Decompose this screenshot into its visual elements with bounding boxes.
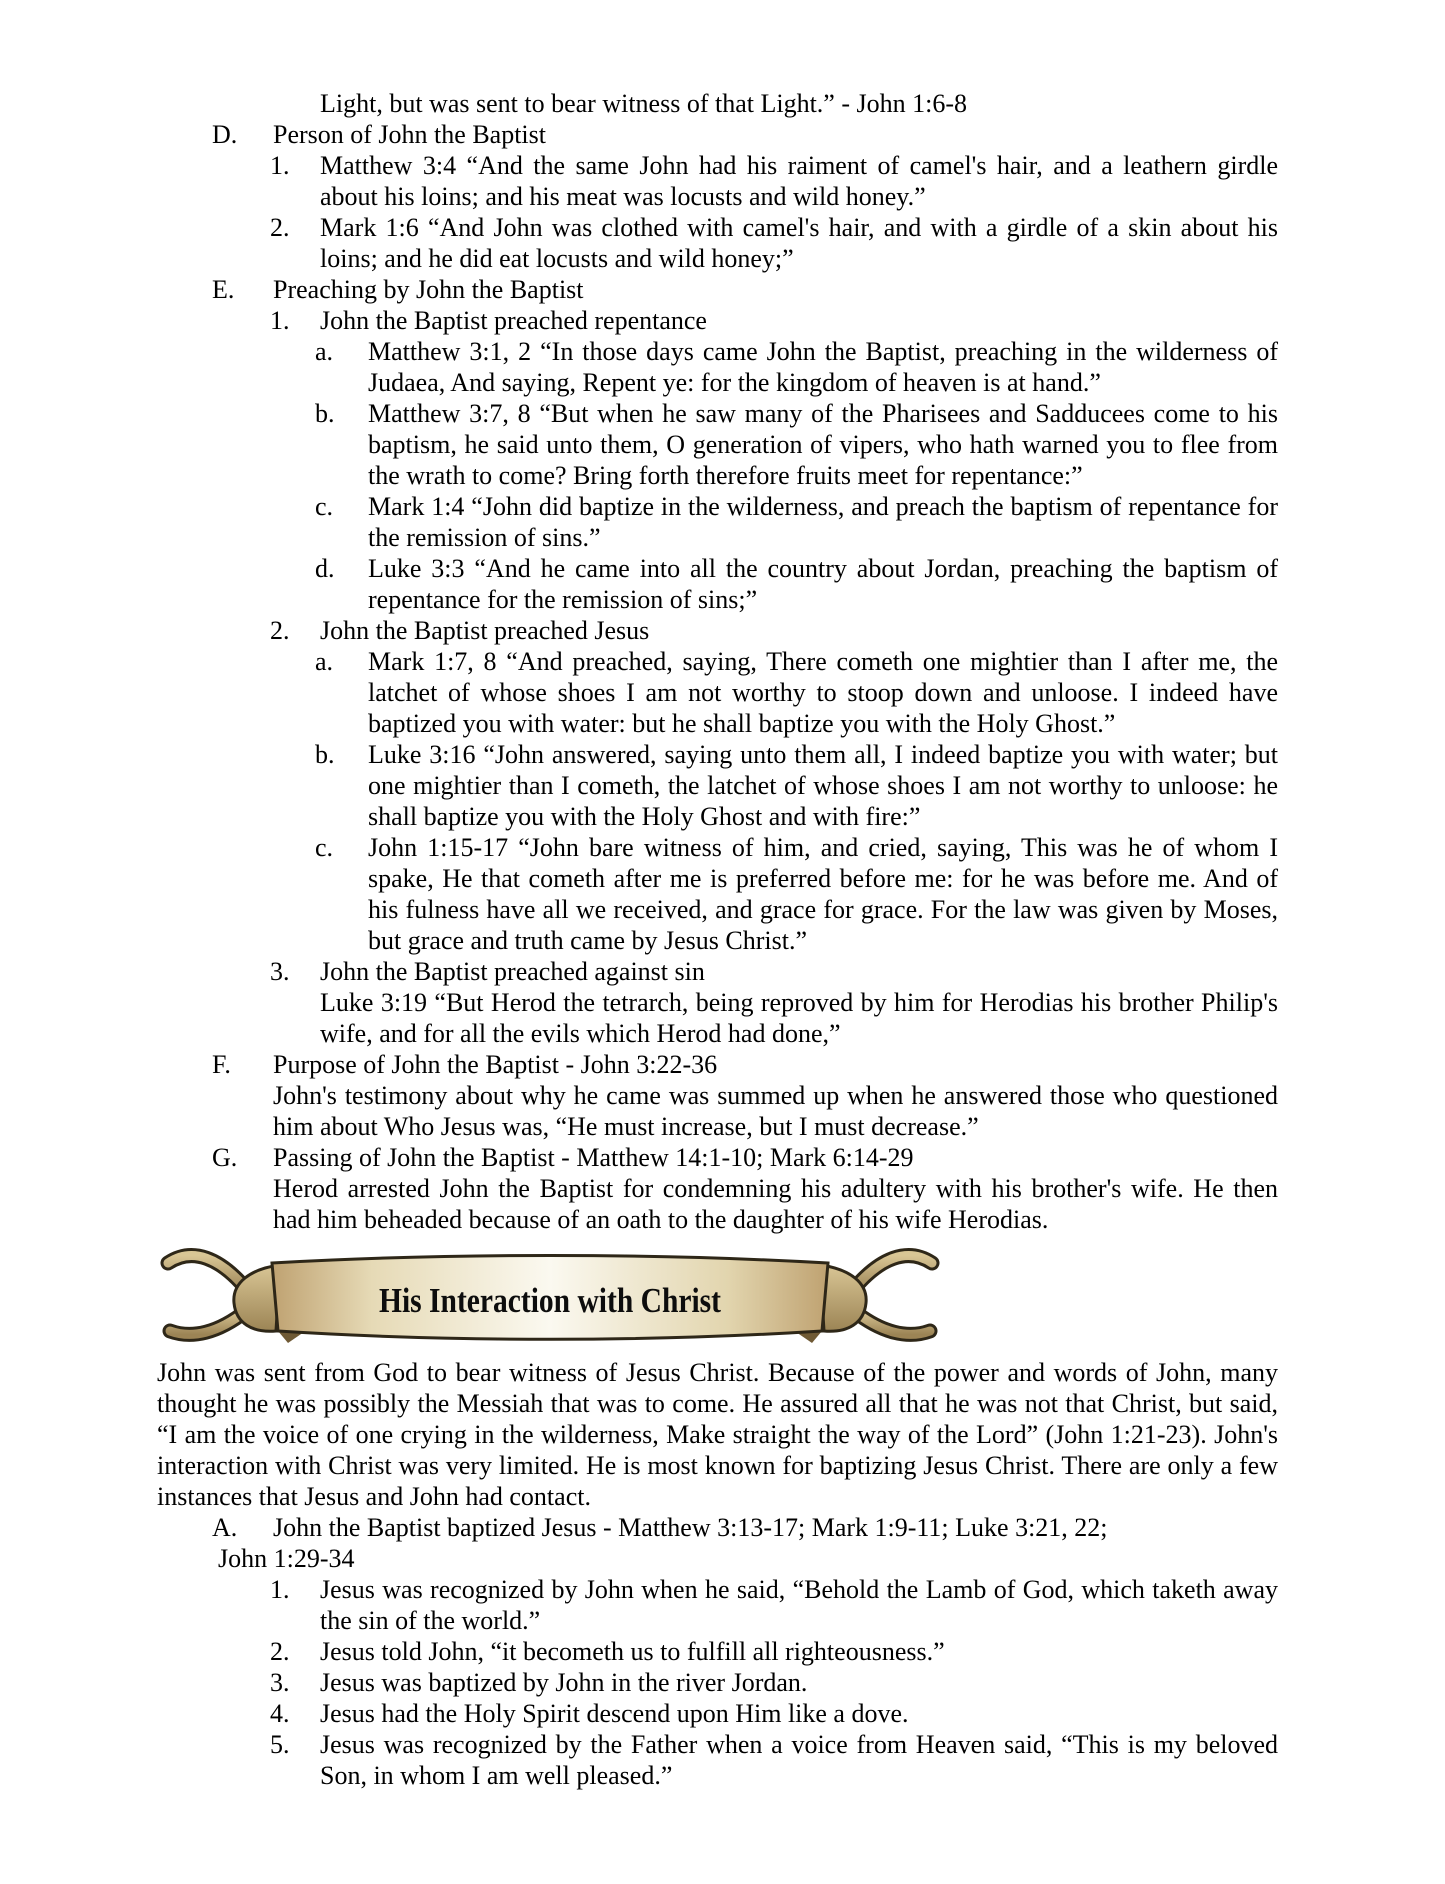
item-marker: b. xyxy=(315,399,335,428)
item-marker: 1. xyxy=(270,306,290,335)
item-marker: b. xyxy=(315,740,335,769)
item-marker: 4. xyxy=(270,1699,290,1728)
item-text: Mark 1:4 “John did baptize in the wilderness, and preach the baptism of repentance for the remission of sins.” xyxy=(368,492,1278,552)
item-marker: 5. xyxy=(270,1730,290,1759)
outline-item xyxy=(157,1574,1278,1636)
item-text: Mark 1:6 “And John was clothed with camel's hair, and with a girdle of a skin about his loins; and he did eat locusts and wild honey;” xyxy=(320,213,1278,273)
item-marker: 2. xyxy=(270,616,290,645)
item-marker: 1. xyxy=(270,151,290,180)
item-text: Preaching by John the Baptist xyxy=(273,275,584,304)
banner-title: His Interaction with Christ xyxy=(379,1281,722,1320)
outline-top xyxy=(157,88,1278,1235)
item-text: John the Baptist preached Jesus xyxy=(320,616,650,645)
outline-item xyxy=(157,1667,1278,1698)
outline-item xyxy=(157,1173,1278,1235)
outline-item xyxy=(157,305,1278,336)
outline-bottom xyxy=(157,1512,1278,1791)
outline-item xyxy=(157,274,1278,305)
outline-item xyxy=(157,987,1278,1049)
item-marker: E. xyxy=(212,275,235,304)
item-marker: 2. xyxy=(270,213,290,242)
item-text: Passing of John the Baptist - Matthew 14:1-10; Mark 6:14-29 xyxy=(273,1143,914,1172)
item-text-line2: John 1:29-34 xyxy=(218,1544,355,1573)
item-text: Matthew 3:7, 8 “But when he saw many of the Pharisees and Sadducees come to his baptism, he said unto them, O generation of vipers, who hath warned you to flee from the wrath to come? Bring forth therefore fruits meet for repentance:” xyxy=(368,399,1278,490)
item-marker: F. xyxy=(212,1050,231,1079)
item-text: Matthew 3:1, 2 “In those days came John the Baptist, preaching in the wilderness of Judaea, And saying, Repent ye: for the kingdom of heaven is at hand.” xyxy=(368,337,1278,397)
outline-item xyxy=(157,956,1278,987)
outline-item xyxy=(157,336,1278,398)
outline-item xyxy=(157,1698,1278,1729)
outline-item xyxy=(157,491,1278,553)
item-marker: 3. xyxy=(270,957,290,986)
item-marker: D. xyxy=(212,120,238,149)
outline-item xyxy=(157,646,1278,739)
outline-item xyxy=(157,1080,1278,1142)
item-marker: a. xyxy=(315,337,334,366)
item-text: John the Baptist preached repentance xyxy=(320,306,707,335)
item-text: Person of John the Baptist xyxy=(273,120,546,149)
item-marker: c. xyxy=(315,492,334,521)
item-text: Luke 3:16 “John answered, saying unto them all, I indeed baptize you with water; but one mightier than I cometh, the latchet of whose shoes I am not worthy to unloose: he shall baptize you with the Holy Ghost and with fire:” xyxy=(368,740,1278,831)
item-text: John's testimony about why he came was summed up when he answered those who questioned him about Who Jesus was, “He must increase, but I must decrease.” xyxy=(273,1081,1278,1141)
item-text: John the Baptist preached against sin xyxy=(320,957,705,986)
item-text: Jesus was baptized by John in the river Jordan. xyxy=(320,1668,808,1697)
outline-item xyxy=(157,1729,1278,1791)
item-text: Mark 1:7, 8 “And preached, saying, There cometh one mightier than I after me, the latchet of whose shoes I am not worthy to stoop down and unloose. I indeed have baptized you with water: but he shall baptize you with the Holy Ghost.” xyxy=(368,647,1278,738)
item-text: John 1:15-17 “John bare witness of him, and cried, saying, This was he of whom I spake, He that cometh after me is preferred before me: for he was before me. And of his fulness have all we received, and grace for grace. For the law was given by Moses, but grace and truth came by Jesus Christ.” xyxy=(368,833,1278,955)
outline-item xyxy=(157,150,1278,212)
item-marker: d. xyxy=(315,554,335,583)
item-text: Matthew 3:4 “And the same John had his raiment of camel's hair, and a leathern girdle about his loins; and his meat was locusts and wild honey.” xyxy=(320,151,1278,211)
outline-item xyxy=(157,398,1278,491)
item-text: Purpose of John the Baptist - John 3:22-36 xyxy=(273,1050,718,1079)
intro-paragraph: John was sent from God to bear witness of Jesus Christ. Because of the power and words of John, many thought he was possibly the Messiah that was to come. He assured all that he was not that Christ, but said, “I am the voice of one crying in the wilderness, Make straight the way of the Lord” (John 1:21-23). John's interaction with Christ was very limited. He is most known for baptizing Jesus Christ. There are only a few instances that Jesus and John had contact. xyxy=(157,1358,1278,1511)
outline-item xyxy=(157,1512,1278,1574)
item-text: John the Baptist baptized Jesus - Matthew 3:13-17; Mark 1:9-11; Luke 3:21, 22; xyxy=(273,1513,1108,1542)
item-text: Jesus told John, “it becometh us to fulfill all righteousness.” xyxy=(320,1637,945,1666)
item-text: Light, but was sent to bear witness of that Light.” - John 1:6-8 xyxy=(320,89,968,118)
outline-item xyxy=(157,1142,1278,1173)
item-marker: A. xyxy=(212,1513,238,1542)
item-text: Luke 3:3 “And he came into all the country about Jordan, preaching the baptism of repentance for the remission of sins;” xyxy=(368,554,1278,614)
item-marker: 1. xyxy=(270,1575,290,1604)
outline-item xyxy=(157,832,1278,956)
outline-item xyxy=(157,1049,1278,1080)
item-marker: G. xyxy=(212,1143,238,1172)
item-text: Jesus had the Holy Spirit descend upon Him like a dove. xyxy=(320,1699,909,1728)
item-marker: c. xyxy=(315,833,334,862)
item-marker: 3. xyxy=(270,1668,290,1697)
banner-ribbon xyxy=(150,1239,950,1351)
item-text: Luke 3:19 “But Herod the tetrarch, being reproved by him for Herodias his brother Philip's wife, and for all the evils which Herod had done,” xyxy=(320,988,1278,1048)
outline-item xyxy=(157,212,1278,274)
item-marker: 2. xyxy=(270,1637,290,1666)
outline-item xyxy=(157,739,1278,832)
banner-row xyxy=(150,1239,1278,1351)
outline-item xyxy=(157,88,1278,119)
outline-item xyxy=(157,119,1278,150)
outline-item xyxy=(157,615,1278,646)
outline-item xyxy=(157,553,1278,615)
item-marker: a. xyxy=(315,647,334,676)
item-text: Jesus was recognized by John when he said, “Behold the Lamb of God, which taketh away the sin of the world.” xyxy=(320,1575,1278,1635)
item-text: Herod arrested John the Baptist for condemning his adultery with his brother's wife. He then had him beheaded because of an oath to the daughter of his wife Herodias. xyxy=(273,1174,1278,1234)
outline-item xyxy=(157,1636,1278,1667)
item-text: Jesus was recognized by the Father when a voice from Heaven said, “This is my beloved Son, in whom I am well pleased.” xyxy=(320,1730,1278,1790)
